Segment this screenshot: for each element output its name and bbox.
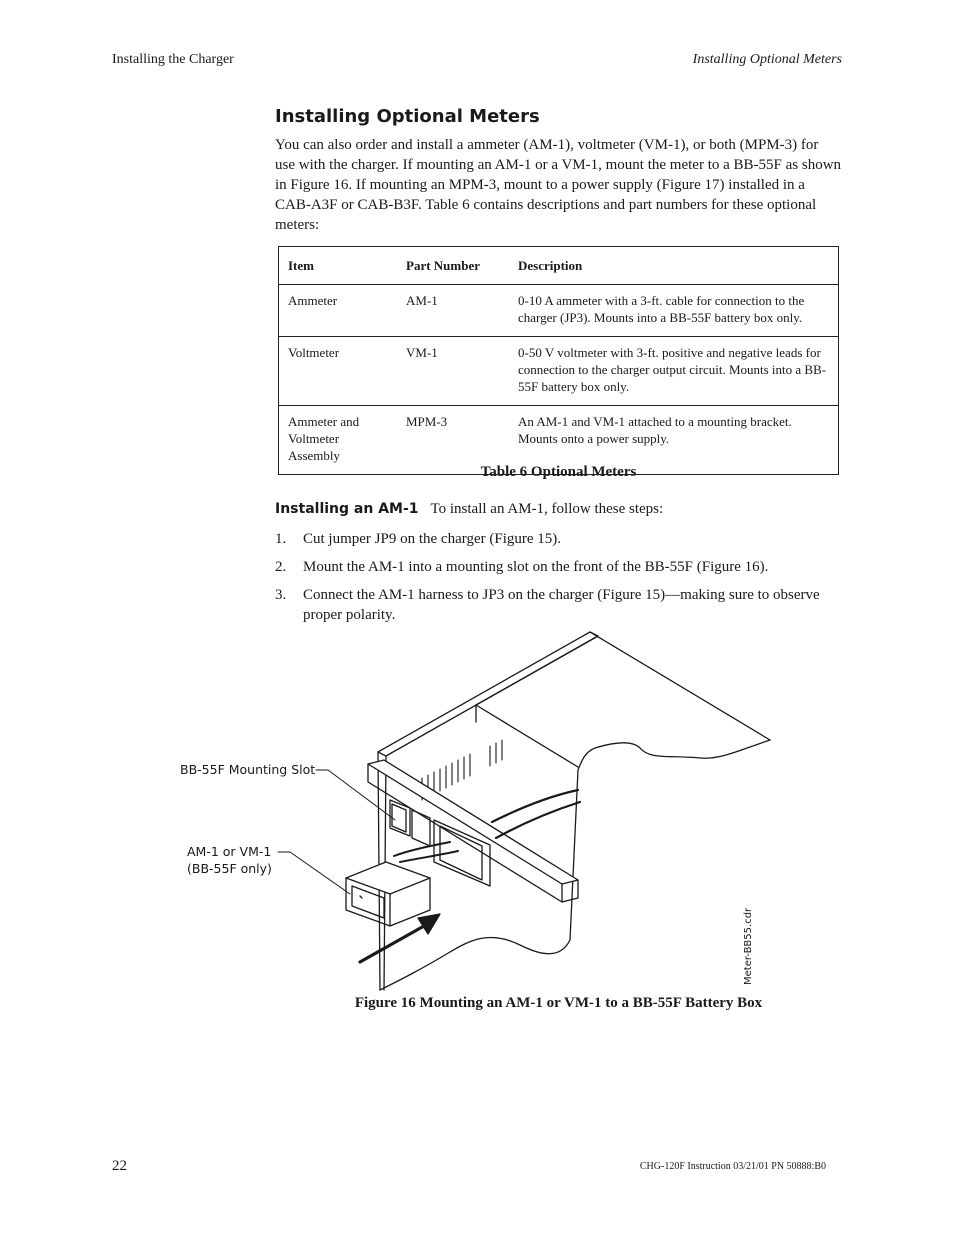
callout-mounting-slot: BB-55F Mounting Slot <box>180 762 316 777</box>
step-number: 1. <box>275 531 287 547</box>
procedure-lead: To install an AM-1, follow these steps: <box>430 501 664 517</box>
table-cell: Ammeter and Voltmeter Assembly <box>279 406 398 475</box>
list-item <box>275 529 842 549</box>
step-text: Cut jumper JP9 on the charger (Figure 15). <box>303 531 562 547</box>
column-header: Part Number <box>397 247 509 285</box>
running-header-right: Installing Optional Meters <box>692 52 842 67</box>
column-header: Item <box>279 247 398 285</box>
table-cell: Voltmeter <box>279 337 398 406</box>
callout-meter-line1: AM-1 or VM-1 <box>187 844 272 859</box>
step-text: Mount the AM-1 into a mounting slot on the front of the BB-55F (Figure 16). <box>303 559 769 575</box>
document-info: CHG-120F Instruction 03/21/01 PN 50888:B0 <box>639 1161 826 1172</box>
intro-paragraph: You can also order and install a ammeter (AM-1), voltmeter (VM-1), or both (MPM-3) for use with the charger. If mounting an AM-1 or a VM-1, mount the meter to a BB-55F as shown in Figure 16. If mounting an MPM-3, mount to a power supply (Figure 17) installed in a CAB-A3F or CAB-B3F. Table 6 contains descriptions and part numbers for these optional meters: <box>275 137 842 233</box>
procedure-heading: Installing an AM-1 <box>275 501 419 517</box>
page-number: 22 <box>112 1158 127 1174</box>
step-number: 3. <box>275 587 287 603</box>
table-cell: 0-50 V voltmeter with 3-ft. positive and negative leads for connection to the charger output circuit. Mounts into a BB-55F battery box only. <box>509 337 839 406</box>
table-cell: MPM-3 <box>397 406 509 475</box>
running-header-left: Installing the Charger <box>112 52 234 67</box>
callout-meter-line2: (BB-55F only) <box>187 861 272 876</box>
section-title: Installing Optional Meters <box>275 106 540 127</box>
table-row <box>279 337 839 406</box>
list-item <box>275 585 842 625</box>
steps-list <box>275 529 842 633</box>
step-number: 2. <box>275 559 287 575</box>
table-caption: Table 6 Optional Meters <box>480 464 637 480</box>
table-cell: An AM-1 and VM-1 attached to a mounting bracket. Mounts onto a power supply. <box>509 406 839 475</box>
table-cell: VM-1 <box>397 337 509 406</box>
step-text: Connect the AM-1 harness to JP3 on the charger (Figure 15)—making sure to observe proper polarity. <box>303 587 820 623</box>
battery-box-illustration <box>150 620 800 992</box>
callout-meter <box>187 843 272 877</box>
figure-caption: Figure 16 Mounting an AM-1 or VM-1 to a BB-55F Battery Box <box>354 995 763 1011</box>
list-item <box>275 557 842 577</box>
table-cell: 0-10 A ammeter with a 3-ft. cable for connection to the charger (JP3). Mounts into a BB-55F battery box only. <box>509 285 839 337</box>
table-row <box>279 285 839 337</box>
table-cell: AM-1 <box>397 285 509 337</box>
column-header: Description <box>509 247 839 285</box>
procedure-intro <box>275 501 663 518</box>
table-cell: Ammeter <box>279 285 398 337</box>
optional-meters-table <box>278 246 839 475</box>
figure-file-label: Meter-BB55.cdr <box>743 907 754 985</box>
table-header-row <box>279 247 839 285</box>
